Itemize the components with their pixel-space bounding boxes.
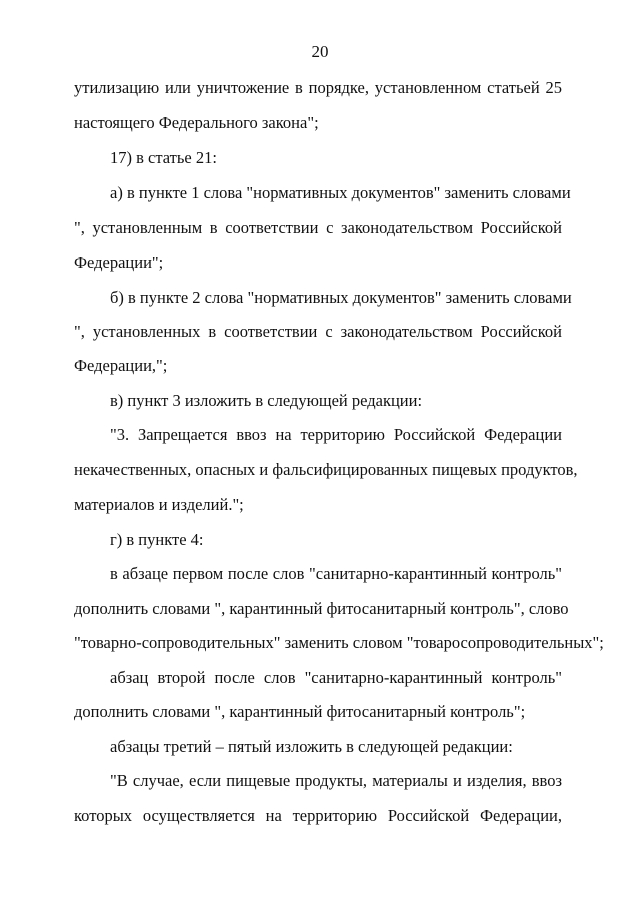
text-line-7: б) в пункте 2 слова "нормативных документов" заменить словами	[110, 288, 572, 307]
text-line-18: абзац второй после слов "санитарно-карантинный контроль"	[110, 668, 562, 687]
text-line-21: "В случае, если пищевые продукты, материалы и изделия, ввоз	[110, 771, 562, 790]
text-line-11: "3. Запрещается ввоз на территорию Российской Федерации	[110, 425, 562, 444]
text-line-19: дополнить словами ", карантинный фитосанитарный контроль";	[74, 702, 526, 721]
text-line-13: материалов и изделий.";	[74, 495, 244, 514]
text-line-6: Федерации";	[74, 253, 164, 272]
text-line-1: утилизацию или уничтожение в порядке, установленном статьей 25	[74, 78, 562, 97]
text-line-12: некачественных, опасных и фальсифицированных пищевых продуктов,	[74, 460, 578, 479]
page-number: 20	[311, 42, 329, 61]
text-line-22: которых осуществляется на территорию Российской Федерации,	[74, 806, 562, 825]
text-line-4: а) в пункте 1 слова "нормативных документов" заменить словами	[110, 183, 571, 202]
text-line-5: ", установленным в соответствии с законодательством Российской	[74, 218, 562, 237]
text-line-8: ", установленных в соответствии с законодательством Российской	[74, 322, 562, 341]
text-line-16: дополнить словами ", карантинный фитосанитарный контроль", слово	[74, 599, 569, 618]
text-line-14: г) в пункте 4:	[110, 530, 204, 549]
text-line-2: настоящего Федерального закона";	[74, 113, 319, 132]
text-line-10: в) пункт 3 изложить в следующей редакции:	[110, 391, 423, 410]
text-line-20: абзацы третий – пятый изложить в следующей редакции:	[110, 737, 513, 756]
text-line-9: Федерации,";	[74, 356, 168, 375]
text-line-15: в абзаце первом после слов "санитарно-карантинный контроль"	[110, 564, 562, 583]
text-line-17: "товарно-сопроводительных" заменить словом "товаросопроводительных";	[74, 633, 604, 652]
text-line-3: 17) в статье 21:	[110, 148, 217, 167]
